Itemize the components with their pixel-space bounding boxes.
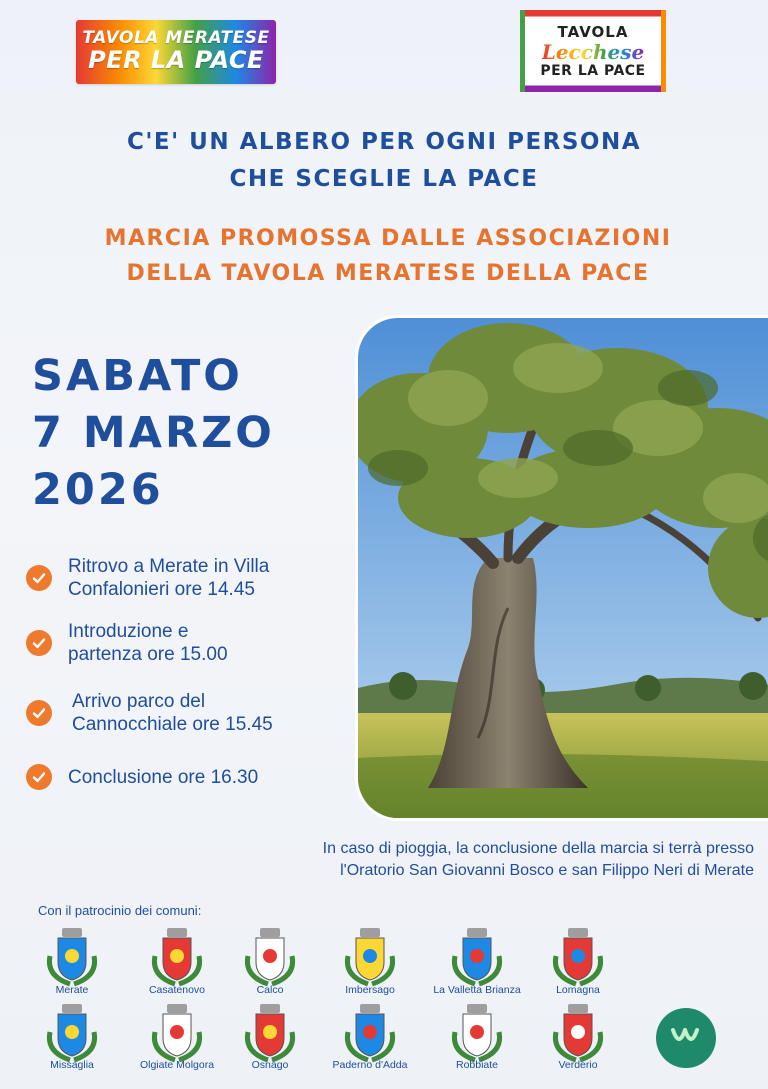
schedule-line2: partenza ore 15.00 [68,644,228,665]
municipality-name: Casatenovo [148,984,206,996]
municipality-crest-icon [42,1002,102,1064]
tavola-lecchese-logo [520,10,666,92]
logo-right-line2: Lecchese [541,40,645,64]
date-daymonth: 7 MARZO [32,408,275,458]
brianza-valley-logo [656,1008,716,1068]
schedule-line2: Confalonieri ore 14.45 [68,579,255,600]
schedule-item [26,690,356,736]
municipality-name: Olgiate Molgora [139,1059,215,1071]
municipality-name: Osnago [251,1059,289,1071]
municipality-crest-icon [240,1002,300,1064]
tavola-meratese-logo [76,20,276,84]
check-icon [26,700,52,726]
municipality-name: Imbersago [345,984,395,996]
check-icon [26,565,52,591]
logo-left-line2: PER LA PACE [88,46,264,75]
municipality-name: Robbiate [455,1059,499,1071]
check-icon [26,630,52,656]
schedule-line1: Ritrovo a Merate in Villa [68,556,270,577]
headline [0,124,768,198]
municipality-crest-icon [147,926,207,988]
municipality-name: La Valletta Brianza [433,984,521,996]
schedule-line1: Arrivo parco del [72,691,206,712]
date-year: 2026 [32,465,164,515]
municipality-crest-icon [42,926,102,988]
municipality-name: Merate [55,984,89,996]
rain-notice-line2: l'Oratorio San Giovanni Bosco e san Filippo Neri di Merate [340,862,754,879]
schedule-item [26,764,356,790]
municipality-crest-icon [340,1002,400,1064]
municipality-name: Paderno d'Adda [332,1059,408,1071]
olive-tree-photo [358,318,768,818]
municipality-name: Missaglia [50,1059,94,1071]
patrocinio-label: Con il patrocinio dei comuni: [38,903,202,918]
subheadline-line2: DELLA TAVOLA MERATESE DELLA PACE [126,261,650,286]
schedule-line1: Introduzione e [68,621,189,642]
rain-notice [323,838,754,882]
rain-notice-line1: In caso di pioggia, la conclusione della marcia si terrà presso [322,840,754,857]
municipality-crest-icon [548,926,608,988]
schedule-line2: Cannocchiale ore 15.45 [72,714,273,735]
municipality-crest-icon [340,926,400,988]
municipality-crest-icon [447,1002,507,1064]
event-date [32,348,275,519]
municipality-crest-icon [447,926,507,988]
municipality-crest-icon [548,1002,608,1064]
municipality-name: Calco [256,984,284,996]
municipality-name: Lomagna [556,984,600,996]
schedule-item [26,620,356,666]
subheadline [0,221,768,291]
headline-line2: CHE SCEGLIE LA PACE [229,166,539,192]
logo-right-line1: TAVOLA [557,23,629,41]
schedule-item [26,555,356,601]
headline-line1: C'E' UN ALBERO PER OGNI PERSONA [126,129,642,155]
logo-left-line1: TAVOLA MERATESE [82,28,270,49]
municipality-crest-icon [147,1002,207,1064]
municipality-name: Verderio [558,1059,598,1071]
schedule-line1: Conclusione ore 16.30 [68,766,259,788]
subheadline-line1: MARCIA PROMOSSA DALLE ASSOCIAZIONI [104,226,672,251]
check-icon [26,764,52,790]
municipality-crest-icon [240,926,300,988]
logo-right-line3: PER LA PACE [540,63,646,79]
date-weekday: SABATO [32,351,243,401]
